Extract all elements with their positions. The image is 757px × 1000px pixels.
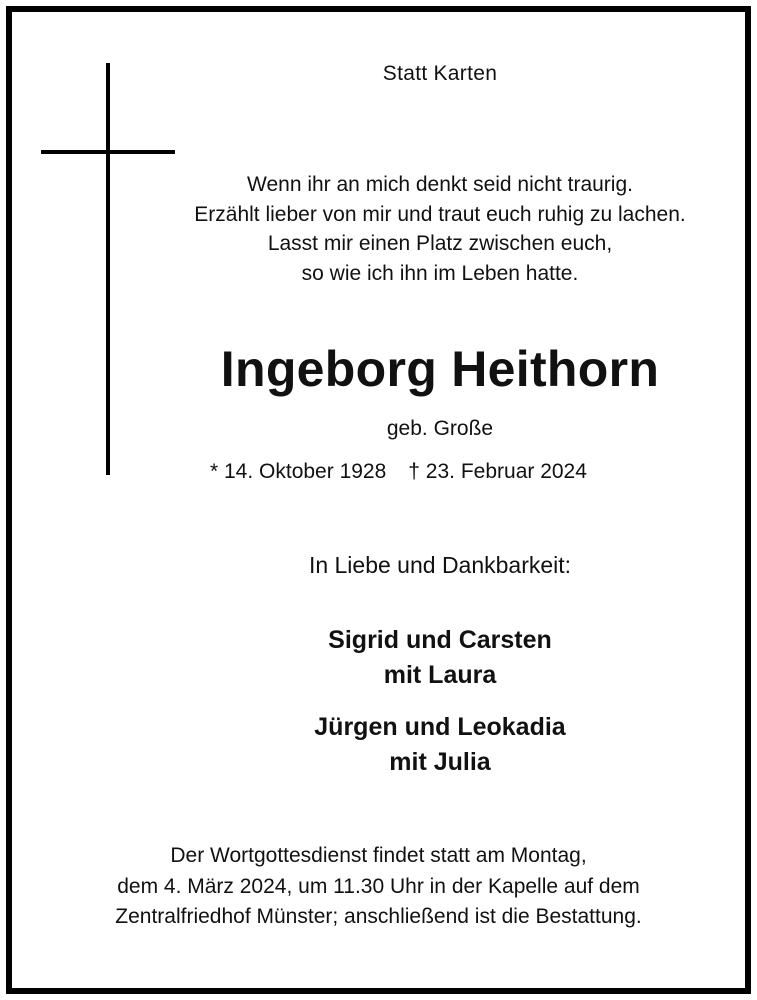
notice-header xyxy=(130,62,750,86)
poem-line: so wie ich ihn im Leben hatte. xyxy=(301,261,579,285)
deceased-name: Ingeborg Heithorn xyxy=(220,341,660,397)
poem-line: Erzählt lieber von mir und traut euch ruhig zu lachen. xyxy=(194,202,686,226)
header-word-karten: Karten xyxy=(433,62,498,85)
service-line: dem 4. März 2024, um 11.30 Uhr in der Kapelle auf dem xyxy=(117,874,640,898)
service-information xyxy=(20,841,737,933)
service-line: Der Wortgottesdienst findet statt am Montag, xyxy=(170,844,587,867)
family-group xyxy=(130,623,750,693)
life-dates xyxy=(210,460,670,484)
cross-icon-vertical-bar xyxy=(106,63,110,475)
family-group xyxy=(130,710,750,780)
cross-icon-horizontal-bar xyxy=(41,150,175,154)
service-line: Zentralfriedhof Münster; anschließend ist die Bestattung. xyxy=(115,905,642,928)
poem-line: Wenn ihr an mich denkt seid nicht traurig. xyxy=(247,173,633,196)
poem-line: Lasst mir einen Platz zwischen euch, xyxy=(267,232,613,255)
maiden-name: geb. Große xyxy=(386,417,494,440)
thanks-line: In Liebe und Dankbarkeit: xyxy=(308,552,572,578)
memorial-poem xyxy=(130,170,750,288)
family-names: Jürgen und Leokadia xyxy=(314,713,566,741)
family-child: mit Julia xyxy=(389,748,491,776)
header-word-statt: Statt xyxy=(382,62,428,85)
birth-date: * 14. Oktober 1928 xyxy=(210,460,387,483)
family-child: mit Laura xyxy=(383,661,497,689)
death-date: † 23. Februar 2024 xyxy=(408,460,587,483)
family-names: Sigrid und Carsten xyxy=(328,626,552,654)
